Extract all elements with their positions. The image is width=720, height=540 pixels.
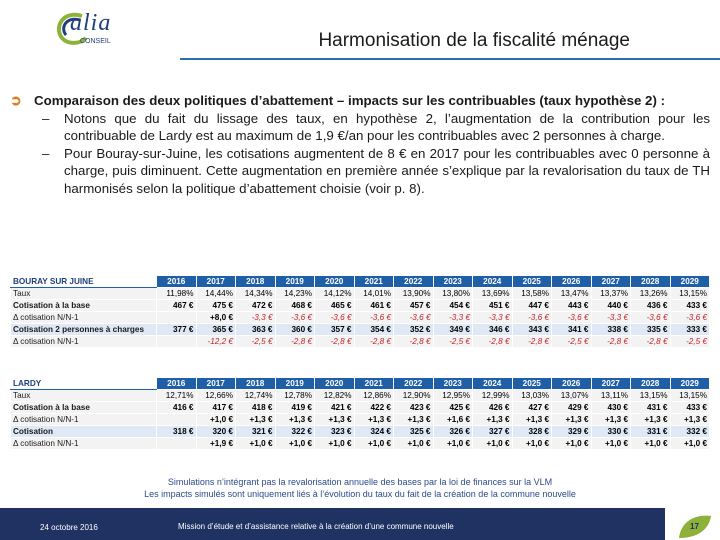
table-cell: -2,5 € <box>552 336 592 348</box>
table-cell: 13,15% <box>670 288 710 300</box>
table-cell: 433 € <box>670 300 710 312</box>
row-label: Δ cotisation N/N-1 <box>11 414 157 426</box>
year-header: 2029 <box>670 276 710 288</box>
table-cell: -2,5 € <box>236 336 276 348</box>
table-cell: -3,3 € <box>591 312 631 324</box>
table-cell: 14,44% <box>196 288 236 300</box>
table-cell: 13,15% <box>631 390 671 402</box>
table-cell: +1,6 € <box>433 414 473 426</box>
table-cell: +1,3 € <box>473 414 513 426</box>
footer-mission: Mission d’étude et d’assistance relative à la création d’une commune nouvelle <box>178 522 454 531</box>
table-cell: 14,12% <box>315 288 355 300</box>
table-cell: -3,6 € <box>275 312 315 324</box>
table-cell: 422 € <box>354 402 394 414</box>
table-cell: +1,0 € <box>552 438 592 450</box>
table-cell: +1,3 € <box>275 414 315 426</box>
year-header: 2018 <box>236 276 276 288</box>
table-cell: +1,3 € <box>394 414 434 426</box>
sub-bullet <box>42 110 710 145</box>
table-row <box>11 288 710 300</box>
table-cell: 354 € <box>354 324 394 336</box>
table-cell: 12,90% <box>394 390 434 402</box>
table-cell: 357 € <box>315 324 355 336</box>
table-row <box>11 336 710 348</box>
table-cell: 333 € <box>670 324 710 336</box>
table-cell: 346 € <box>473 324 513 336</box>
bouray-table <box>10 275 710 348</box>
table-cell: +1,3 € <box>315 414 355 426</box>
main-bullet-text: Comparaison des deux politiques d’abattement – impacts sur les contribuables (taux hypothèse 2) : <box>34 93 666 108</box>
table-cell: 12,82% <box>315 390 355 402</box>
year-header: 2025 <box>512 276 552 288</box>
year-header: 2017 <box>196 276 236 288</box>
table-header-row <box>11 276 710 288</box>
row-label: Cotisation <box>11 426 157 438</box>
table-cell: 433 € <box>670 402 710 414</box>
table-cell: 325 € <box>394 426 434 438</box>
table-cell: -2,8 € <box>631 336 671 348</box>
table-cell: +8,0 € <box>196 312 236 324</box>
table-cell: 475 € <box>196 300 236 312</box>
sub-bullet <box>42 145 710 198</box>
year-header: 2016 <box>157 378 197 390</box>
caption-line: Les impacts simulés sont uniquement liés à l’évolution du taux du fait de la création de la commune nouvelle <box>144 489 576 499</box>
table-cell: +1,3 € <box>631 414 671 426</box>
year-header: 2027 <box>591 276 631 288</box>
table-cell: 13,90% <box>394 288 434 300</box>
table-cell: 343 € <box>512 324 552 336</box>
table-cell: 335 € <box>631 324 671 336</box>
table-cell: +1,0 € <box>275 438 315 450</box>
table-cell: 360 € <box>275 324 315 336</box>
table-cell: 13,37% <box>591 288 631 300</box>
year-header: 2025 <box>512 378 552 390</box>
table-cell: +1,0 € <box>196 414 236 426</box>
table-cell: -3,3 € <box>473 312 513 324</box>
table-cell: 14,23% <box>275 288 315 300</box>
table-cell: 13,26% <box>631 288 671 300</box>
table-cell: 329 € <box>552 426 592 438</box>
table-cell: -2,8 € <box>473 336 513 348</box>
table-cell: 419 € <box>275 402 315 414</box>
table-cell: 349 € <box>433 324 473 336</box>
table-cell: 14,01% <box>354 288 394 300</box>
table-row <box>11 312 710 324</box>
year-header: 2026 <box>552 276 592 288</box>
row-label: Cotisation 2 personnes à charges <box>11 324 157 336</box>
row-label: Δ cotisation N/N-1 <box>11 312 157 324</box>
body-text <box>10 92 710 198</box>
sub-bullet-text: Notons que du fait du lissage des taux, en hypothèse 2, l’augmentation de la contribution pour les contribuable de Lardy est au maximum de 1,9 €/an pour les contribuables avec 2 personnes à charge. <box>64 110 710 144</box>
table-cell: 427 € <box>512 402 552 414</box>
table-cell: 14,34% <box>236 288 276 300</box>
table-cell: 328 € <box>512 426 552 438</box>
table-cell: 12,86% <box>354 390 394 402</box>
table-cell: 13,69% <box>473 288 513 300</box>
row-label: Cotisation à la base <box>11 402 157 414</box>
table-cell: 365 € <box>196 324 236 336</box>
lardy-table <box>10 377 710 450</box>
table-cell: +1,0 € <box>433 438 473 450</box>
table-cell: -3,6 € <box>354 312 394 324</box>
table-cell: 12,99% <box>473 390 513 402</box>
table-name: LARDY <box>11 378 157 390</box>
table-cell: 13,58% <box>512 288 552 300</box>
table-cell: -3,6 € <box>512 312 552 324</box>
year-header: 2024 <box>473 378 513 390</box>
table-cell: -3,6 € <box>670 312 710 324</box>
table-cell: 11,98% <box>157 288 197 300</box>
table-cell: 429 € <box>552 402 592 414</box>
table-cell: +1,3 € <box>512 414 552 426</box>
table-cell: 331 € <box>631 426 671 438</box>
calia-logo <box>52 8 142 48</box>
year-header: 2029 <box>670 378 710 390</box>
table-cell: +1,3 € <box>591 414 631 426</box>
table-cell: 338 € <box>591 324 631 336</box>
table-cell: 468 € <box>275 300 315 312</box>
caption <box>0 476 720 500</box>
year-header: 2028 <box>631 378 671 390</box>
year-header: 2026 <box>552 378 592 390</box>
row-label: Taux <box>11 390 157 402</box>
table-row <box>11 402 710 414</box>
table-cell: 451 € <box>473 300 513 312</box>
table-cell: 440 € <box>591 300 631 312</box>
year-header: 2022 <box>394 378 434 390</box>
table-cell: -2,8 € <box>591 336 631 348</box>
table-cell <box>157 438 197 450</box>
title-divider <box>180 58 720 60</box>
table-row <box>11 300 710 312</box>
table-cell: 327 € <box>473 426 513 438</box>
table-cell: +1,0 € <box>394 438 434 450</box>
table-cell: -3,6 € <box>552 312 592 324</box>
table-cell: 12,78% <box>275 390 315 402</box>
table-cell: +1,0 € <box>631 438 671 450</box>
year-header: 2019 <box>275 378 315 390</box>
caption-line: Simulations n’intégrant pas la revalorisation annuelle des bases par la loi de finances sur la VLM <box>167 477 553 487</box>
year-header: 2023 <box>433 276 473 288</box>
table-cell: 13,11% <box>591 390 631 402</box>
table-row <box>11 414 710 426</box>
table-cell: +1,0 € <box>473 438 513 450</box>
table-cell: 12,66% <box>196 390 236 402</box>
table-cell: 426 € <box>473 402 513 414</box>
table-cell: +1,0 € <box>512 438 552 450</box>
row-label: Δ cotisation N/N-1 <box>11 336 157 348</box>
table-cell: -2,8 € <box>315 336 355 348</box>
table-cell: 352 € <box>394 324 434 336</box>
year-header: 2018 <box>236 378 276 390</box>
table-cell: +1,0 € <box>236 438 276 450</box>
row-label: Cotisation à la base <box>11 300 157 312</box>
year-header: 2017 <box>196 378 236 390</box>
year-header: 2024 <box>473 276 513 288</box>
table-cell: +1,3 € <box>670 414 710 426</box>
table-cell: 322 € <box>275 426 315 438</box>
table-cell: 13,15% <box>670 390 710 402</box>
table-row <box>11 438 710 450</box>
page-title: Harmonisation de la fiscalité ménage <box>318 30 630 51</box>
table-cell: 321 € <box>236 426 276 438</box>
row-label: Δ cotisation N/N-1 <box>11 438 157 450</box>
table-cell: 330 € <box>591 426 631 438</box>
table-cell: -2,8 € <box>512 336 552 348</box>
logo-word: alia <box>70 10 112 36</box>
table-cell: 332 € <box>670 426 710 438</box>
table-cell: 417 € <box>196 402 236 414</box>
table-cell <box>157 414 197 426</box>
table-cell: -2,5 € <box>670 336 710 348</box>
year-header: 2016 <box>157 276 197 288</box>
table-cell: 443 € <box>552 300 592 312</box>
year-header: 2020 <box>315 378 355 390</box>
table-cell: 430 € <box>591 402 631 414</box>
footer <box>0 508 720 540</box>
year-header: 2028 <box>631 276 671 288</box>
table-cell: 472 € <box>236 300 276 312</box>
table-cell: +1,0 € <box>354 438 394 450</box>
arrow-bullet-icon: ➲ <box>10 92 22 108</box>
table-cell: -2,8 € <box>354 336 394 348</box>
table-cell: 418 € <box>236 402 276 414</box>
table-cell: 318 € <box>157 426 197 438</box>
table-row <box>11 390 710 402</box>
table-cell <box>157 312 197 324</box>
table-cell: 377 € <box>157 324 197 336</box>
year-header: 2023 <box>433 378 473 390</box>
table-cell: 13,03% <box>512 390 552 402</box>
table-cell: 423 € <box>394 402 434 414</box>
year-header: 2027 <box>591 378 631 390</box>
table-cell: 465 € <box>315 300 355 312</box>
main-bullet <box>10 92 710 110</box>
table-cell: -2,5 € <box>433 336 473 348</box>
table-cell: +1,3 € <box>236 414 276 426</box>
table-cell <box>157 336 197 348</box>
table-cell: 447 € <box>512 300 552 312</box>
table-row <box>11 426 710 438</box>
table-cell: 323 € <box>315 426 355 438</box>
table-cell: 12,74% <box>236 390 276 402</box>
year-header: 2021 <box>354 378 394 390</box>
table-cell: -12,2 € <box>196 336 236 348</box>
table-cell: +1,0 € <box>670 438 710 450</box>
table-cell: 363 € <box>236 324 276 336</box>
table-cell: 416 € <box>157 402 197 414</box>
dash-icon: – <box>42 110 50 126</box>
table-cell: 454 € <box>433 300 473 312</box>
table-cell: 467 € <box>157 300 197 312</box>
table-cell: +1,9 € <box>196 438 236 450</box>
table-cell: 457 € <box>394 300 434 312</box>
table-cell: -3,6 € <box>631 312 671 324</box>
table-cell: 13,80% <box>433 288 473 300</box>
year-header: 2021 <box>354 276 394 288</box>
table-cell: -2,8 € <box>275 336 315 348</box>
table-header-row <box>11 378 710 390</box>
table-name: BOURAY SUR JUINE <box>11 276 157 288</box>
table-cell: +1,0 € <box>591 438 631 450</box>
table-cell: 320 € <box>196 426 236 438</box>
row-label: Taux <box>11 288 157 300</box>
dash-icon: – <box>42 145 50 161</box>
table-row <box>11 324 710 336</box>
table-cell: 436 € <box>631 300 671 312</box>
page-number: 17 <box>690 522 699 531</box>
table-cell: -2,8 € <box>394 336 434 348</box>
table-cell: +1,3 € <box>354 414 394 426</box>
table-cell: 461 € <box>354 300 394 312</box>
footer-date: 24 octobre 2016 <box>40 523 98 532</box>
year-header: 2019 <box>275 276 315 288</box>
table-cell: 326 € <box>433 426 473 438</box>
table-cell: -3,6 € <box>394 312 434 324</box>
table-cell: 13,07% <box>552 390 592 402</box>
table-cell: -3,3 € <box>236 312 276 324</box>
table-cell: 425 € <box>433 402 473 414</box>
table-cell: 324 € <box>354 426 394 438</box>
logo-subtitle: CONSEIL <box>80 38 111 45</box>
table-cell: 13,47% <box>552 288 592 300</box>
sub-bullet-text: Pour Bouray-sur-Juine, les cotisations augmentent de 8 € en 2017 pour les contribuables avec 0 personne à charge, puis diminuent. Cette augmentation en première année s’explique par la revalorisation du taux de TH harmonisés selon la politique d’abattement choisie (voir p. 8). <box>64 145 710 196</box>
table-cell: +1,3 € <box>552 414 592 426</box>
table-cell: +1,0 € <box>315 438 355 450</box>
table-cell: 431 € <box>631 402 671 414</box>
table-cell: -3,6 € <box>315 312 355 324</box>
table-cell: 12,95% <box>433 390 473 402</box>
year-header: 2022 <box>394 276 434 288</box>
table-cell: 341 € <box>552 324 592 336</box>
year-header: 2020 <box>315 276 355 288</box>
table-cell: 12,71% <box>157 390 197 402</box>
table-cell: 421 € <box>315 402 355 414</box>
table-cell: -3,3 € <box>433 312 473 324</box>
